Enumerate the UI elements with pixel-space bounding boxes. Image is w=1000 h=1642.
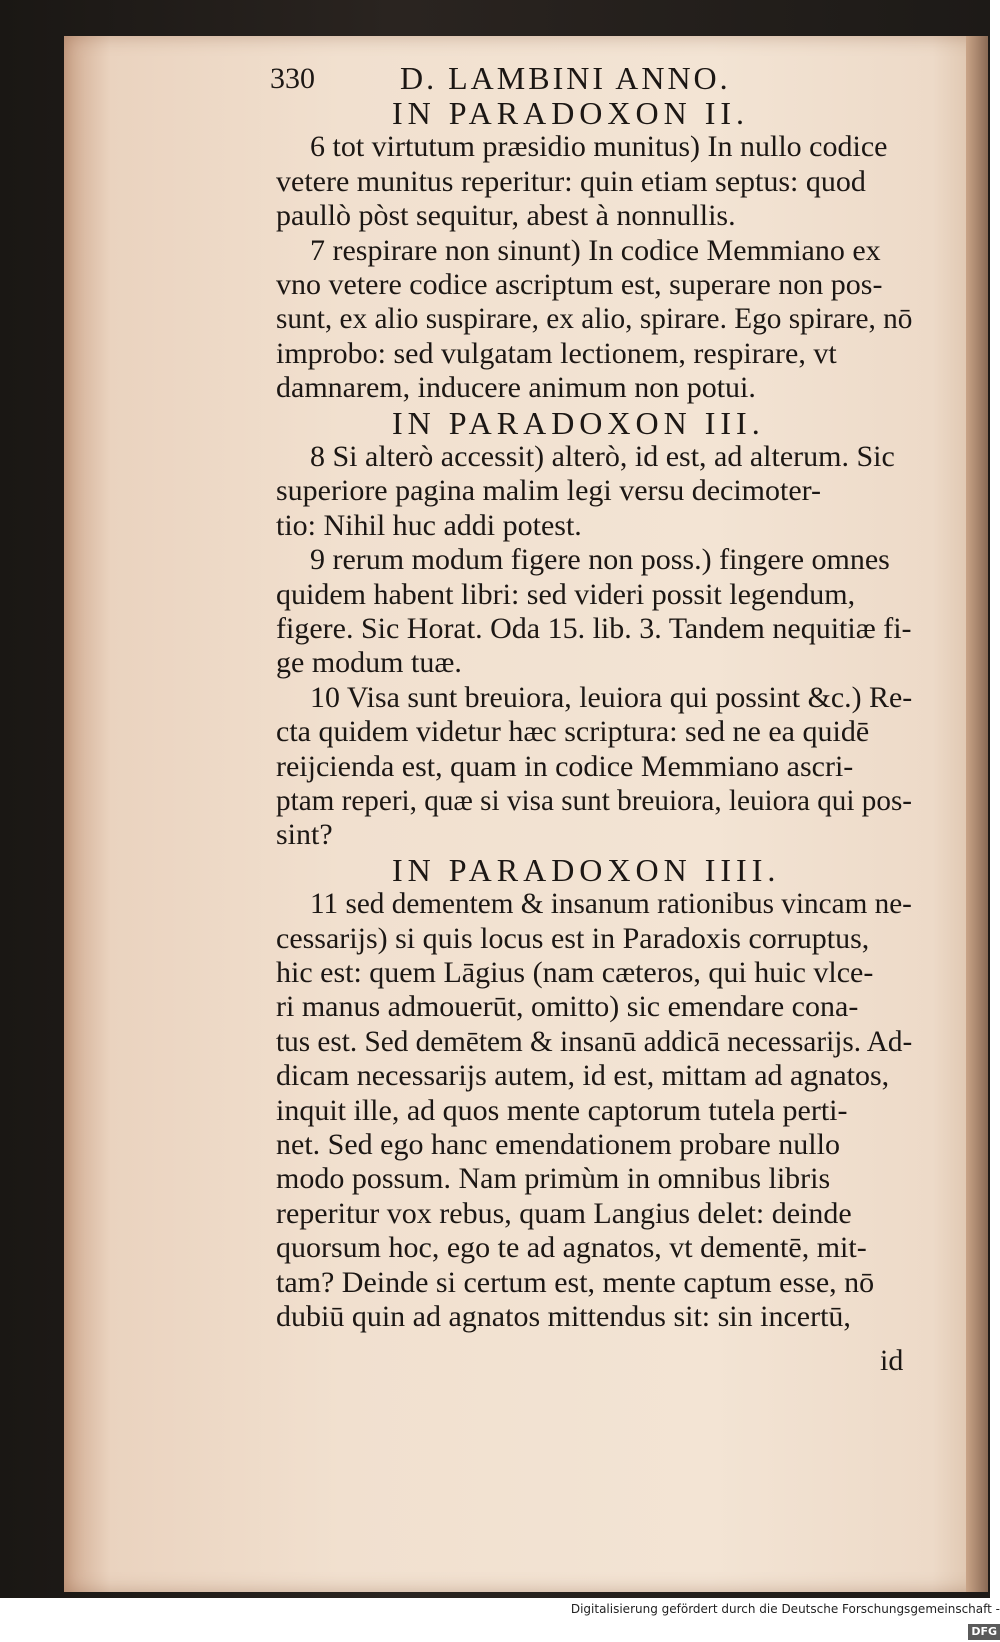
text-line: 10 Visa sunt breuiora, leuiora qui possint &c.) Re- bbox=[310, 680, 913, 714]
text-line: vno vetere codice ascriptum est, superare non pos- bbox=[276, 268, 883, 301]
text-line: quidem habent libri: sed videri possit legendum, bbox=[276, 577, 856, 611]
text-line: cessarijs) si quis locus est in Paradoxis corruptus, bbox=[276, 921, 870, 955]
page-number: 330 bbox=[270, 62, 315, 95]
text-line: cta quidem videtur hæc scriptura: sed ne ea quidē bbox=[276, 715, 870, 749]
text-line: reperitur vox rebus, quam Langius delet: deinde bbox=[276, 1196, 852, 1230]
text-line: 9 rerum modum figere non poss.) fingere omnes bbox=[310, 543, 890, 577]
text-line: sunt, ex alio suspirare, ex alio, spirare. Ego spirare, nō bbox=[276, 302, 913, 336]
running-head: D. LAMBINI ANNO. bbox=[400, 60, 731, 96]
text-line: tus est. Sed demētem & insanū addicā necessarijs. Ad- bbox=[276, 1024, 913, 1058]
text-line: 11 sed dementem & insanum rationibus vincam ne- bbox=[310, 887, 912, 921]
text-line: 6 tot virtutum præsidio munitus) In nullo codice bbox=[310, 130, 888, 164]
text-line: sint? bbox=[276, 818, 333, 852]
section-heading: IN PARADOXON IIII. bbox=[392, 851, 781, 888]
text-line: dubiū quin ad agnatos mittendus sit: sin incertū, bbox=[276, 1300, 851, 1333]
dfg-logo: DFG bbox=[968, 1624, 1000, 1640]
text-line: figere. Sic Horat. Oda 15. lib. 3. Tandem nequitiæ fi- bbox=[276, 612, 912, 645]
text-line: reijcienda est, quam in codice Memmiano ascri- bbox=[276, 749, 854, 783]
text-line: ri manus admouerūt, omitto) sic emendare cona- bbox=[276, 990, 859, 1024]
catchword: id bbox=[880, 1344, 904, 1377]
text-line: superiore pagina malim legi versu decimoter- bbox=[276, 474, 822, 508]
text-line: vetere munitus reperitur: quin etiam septus: quod bbox=[276, 164, 866, 198]
text-line: ptam reperi, quæ si visa sunt breuiora, leuiora qui pos- bbox=[276, 784, 913, 817]
text-line: damnarem, inducere animum non potui. bbox=[276, 371, 756, 405]
text-line: tam? Deinde si certum est, mente captum esse, nō bbox=[276, 1265, 875, 1299]
section-heading: IN PARADOXON III. bbox=[392, 404, 765, 441]
text-line: modo possum. Nam primùm in omnibus libris bbox=[276, 1162, 831, 1196]
text-line: ge modum tuæ. bbox=[276, 646, 462, 680]
page-edge bbox=[966, 36, 988, 1592]
text-line: dicam necessarijs autem, id est, mittam ad agnatos, bbox=[276, 1059, 890, 1093]
text-line: improbo: sed vulgatam lectionem, respirare, vt bbox=[276, 336, 837, 370]
text-line: paullò pòst sequitur, abest à nonnullis. bbox=[276, 199, 736, 233]
section-heading: IN PARADOXON II. bbox=[392, 95, 750, 131]
text-line: inquit ille, ad quos mente captorum tutela perti- bbox=[276, 1093, 848, 1127]
digitization-footer bbox=[560, 1598, 1000, 1638]
text-line: quorsum hoc, ego te ad agnatos, vt dementē, mit- bbox=[276, 1231, 867, 1265]
text-line: hic est: quem Lāgius (nam cæteros, qui huic vlce- bbox=[276, 956, 874, 989]
text-line: net. Sed ego hanc emendationem probare nullo bbox=[276, 1128, 840, 1161]
text-line: 7 respirare non sinunt) In codice Memmiano ex bbox=[310, 233, 881, 267]
text-line: 8 Si alterò accessit) alterò, id est, ad alterum. Sic bbox=[310, 440, 895, 473]
text-line: tio: Nihil huc addi potest. bbox=[276, 508, 582, 542]
footer-text: Digitalisierung gefördert durch die Deutsche Forschungsgemeinschaft - bbox=[570, 1602, 1000, 1616]
